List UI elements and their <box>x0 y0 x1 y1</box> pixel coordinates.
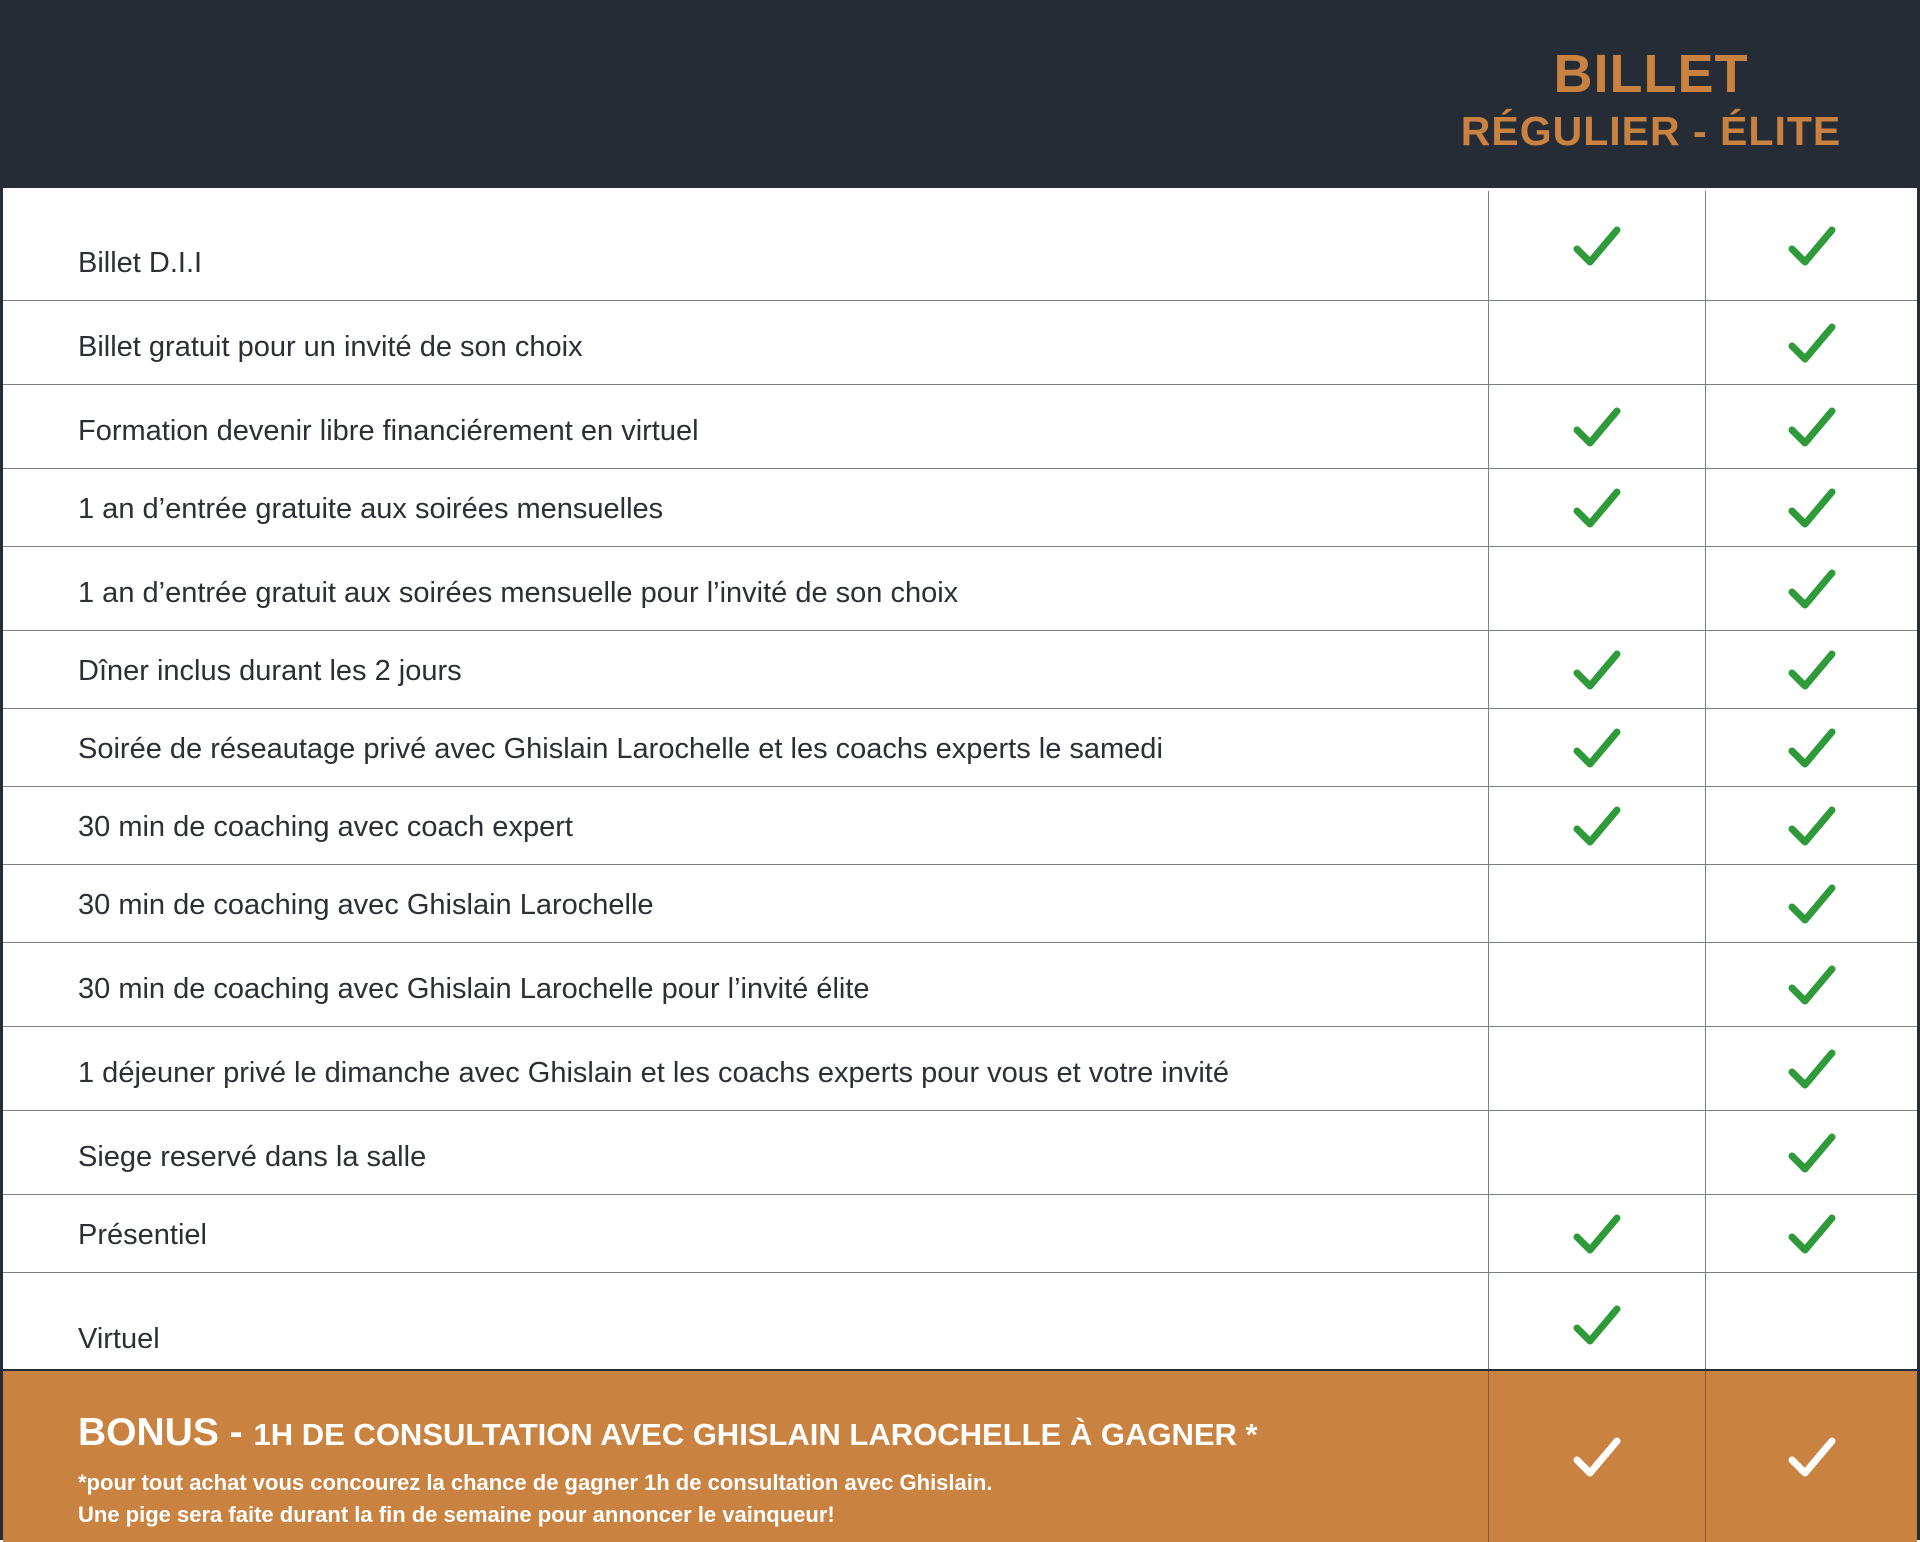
table-row <box>3 547 1917 631</box>
check-icon <box>1788 486 1836 530</box>
regulier-cell <box>1488 1111 1704 1194</box>
regulier-cell <box>1488 469 1704 546</box>
check-icon <box>1788 648 1836 692</box>
regulier-cell <box>1488 1195 1704 1272</box>
table-row <box>3 191 1917 301</box>
feature-label: Virtuel <box>78 1323 160 1355</box>
check-icon <box>1573 726 1621 770</box>
bonus-elite-cell <box>1705 1371 1918 1542</box>
regulier-cell <box>1488 547 1704 630</box>
table-row <box>3 709 1917 787</box>
regulier-cell <box>1488 1027 1704 1110</box>
regulier-cell <box>1488 1273 1704 1376</box>
regulier-cell <box>1488 943 1704 1026</box>
bonus-note-line2: Une pige sera faite durant la fin de semaine pour annoncer le vainqueur! <box>78 1502 835 1527</box>
ticket-title-line1: BILLET <box>1553 44 1749 104</box>
check-icon <box>1788 882 1836 926</box>
check-icon <box>1788 321 1836 365</box>
table-row <box>3 787 1917 865</box>
feature-rows <box>3 191 1917 1376</box>
check-icon <box>1788 726 1836 770</box>
check-icon <box>1788 567 1836 611</box>
feature-label: Soirée de réseautage privé avec Ghislain Larochelle et les coachs experts le samedi <box>78 733 1163 765</box>
feature-label: 1 an d’entrée gratuit aux soirées mensuelle pour l’invité de son choix <box>78 577 959 609</box>
elite-cell <box>1705 709 1918 786</box>
ticket-title <box>1451 44 1851 154</box>
table-row <box>3 631 1917 709</box>
regulier-cell <box>1488 191 1704 300</box>
regulier-cell <box>1488 709 1704 786</box>
table-row <box>3 1273 1917 1376</box>
elite-cell <box>1705 385 1918 468</box>
table-row <box>3 1111 1917 1195</box>
check-icon <box>1788 405 1836 449</box>
elite-cell <box>1705 631 1918 708</box>
check-icon <box>1573 405 1621 449</box>
feature-label: Billet gratuit pour un invité de son choix <box>78 331 583 363</box>
check-icon <box>1573 804 1621 848</box>
check-icon <box>1788 1047 1836 1091</box>
elite-cell <box>1705 787 1918 864</box>
check-icon <box>1788 804 1836 848</box>
bonus-row <box>3 1369 1917 1542</box>
table-row <box>3 1027 1917 1111</box>
elite-cell <box>1705 943 1918 1026</box>
table-row <box>3 865 1917 943</box>
table-row <box>3 469 1917 547</box>
feature-label: 1 déjeuner privé le dimanche avec Ghislain et les coachs experts pour vous et votre invité <box>78 1057 1229 1089</box>
feature-label: Dîner inclus durant les 2 jours <box>78 655 462 687</box>
ticket-title-line2: RÉGULIER - ÉLITE <box>1460 108 1842 154</box>
feature-label: 1 an d’entrée gratuite aux soirées mensuelles <box>78 493 664 525</box>
table-row <box>3 301 1917 385</box>
check-icon <box>1573 1212 1621 1256</box>
table-row <box>3 1195 1917 1273</box>
feature-label: 30 min de coaching avec Ghislain Larochelle <box>78 889 654 921</box>
elite-cell <box>1705 865 1918 942</box>
regulier-cell <box>1488 385 1704 468</box>
regulier-cell <box>1488 787 1704 864</box>
bonus-regulier-cell <box>1488 1371 1704 1542</box>
table-row <box>3 385 1917 469</box>
regulier-cell <box>1488 301 1704 384</box>
bonus-title-rest: 1H DE CONSULTATION AVEC GHISLAIN LAROCHELLE À GAGNER * <box>253 1417 1258 1452</box>
check-icon <box>1573 486 1621 530</box>
check-icon <box>1573 224 1621 268</box>
check-icon <box>1788 1435 1836 1479</box>
feature-label: Siege reservé dans la salle <box>78 1141 427 1173</box>
bonus-note <box>78 1467 992 1531</box>
elite-cell <box>1705 1027 1918 1110</box>
feature-label: Billet D.I.I <box>78 247 203 279</box>
check-icon <box>1788 1212 1836 1256</box>
elite-cell <box>1705 191 1918 300</box>
regulier-cell <box>1488 631 1704 708</box>
feature-label: 30 min de coaching avec Ghislain Larochelle pour l’invité élite <box>78 973 870 1005</box>
feature-label: 30 min de coaching avec coach expert <box>78 811 573 843</box>
feature-label: Formation devenir libre financiérement en virtuel <box>78 415 699 447</box>
bonus-title-dash: - <box>218 1411 254 1454</box>
check-icon <box>1788 1131 1836 1175</box>
feature-label: Présentiel <box>78 1219 207 1251</box>
regulier-cell <box>1488 865 1704 942</box>
elite-cell <box>1705 301 1918 384</box>
bonus-note-line1: *pour tout achat vous concourez la chance de gagner 1h de consultation avec Ghislain. <box>78 1470 993 1495</box>
bonus-title-big: BONUS <box>78 1411 219 1454</box>
elite-cell <box>1705 1111 1918 1194</box>
table-header <box>3 3 1917 188</box>
elite-cell <box>1705 469 1918 546</box>
elite-cell <box>1705 1195 1918 1272</box>
check-icon <box>1573 1303 1621 1347</box>
check-icon <box>1573 1435 1621 1479</box>
elite-cell <box>1705 547 1918 630</box>
table-row <box>3 943 1917 1027</box>
bonus-title <box>78 1411 1258 1455</box>
check-icon <box>1788 224 1836 268</box>
check-icon <box>1788 963 1836 1007</box>
check-icon <box>1573 648 1621 692</box>
elite-cell <box>1705 1273 1918 1376</box>
